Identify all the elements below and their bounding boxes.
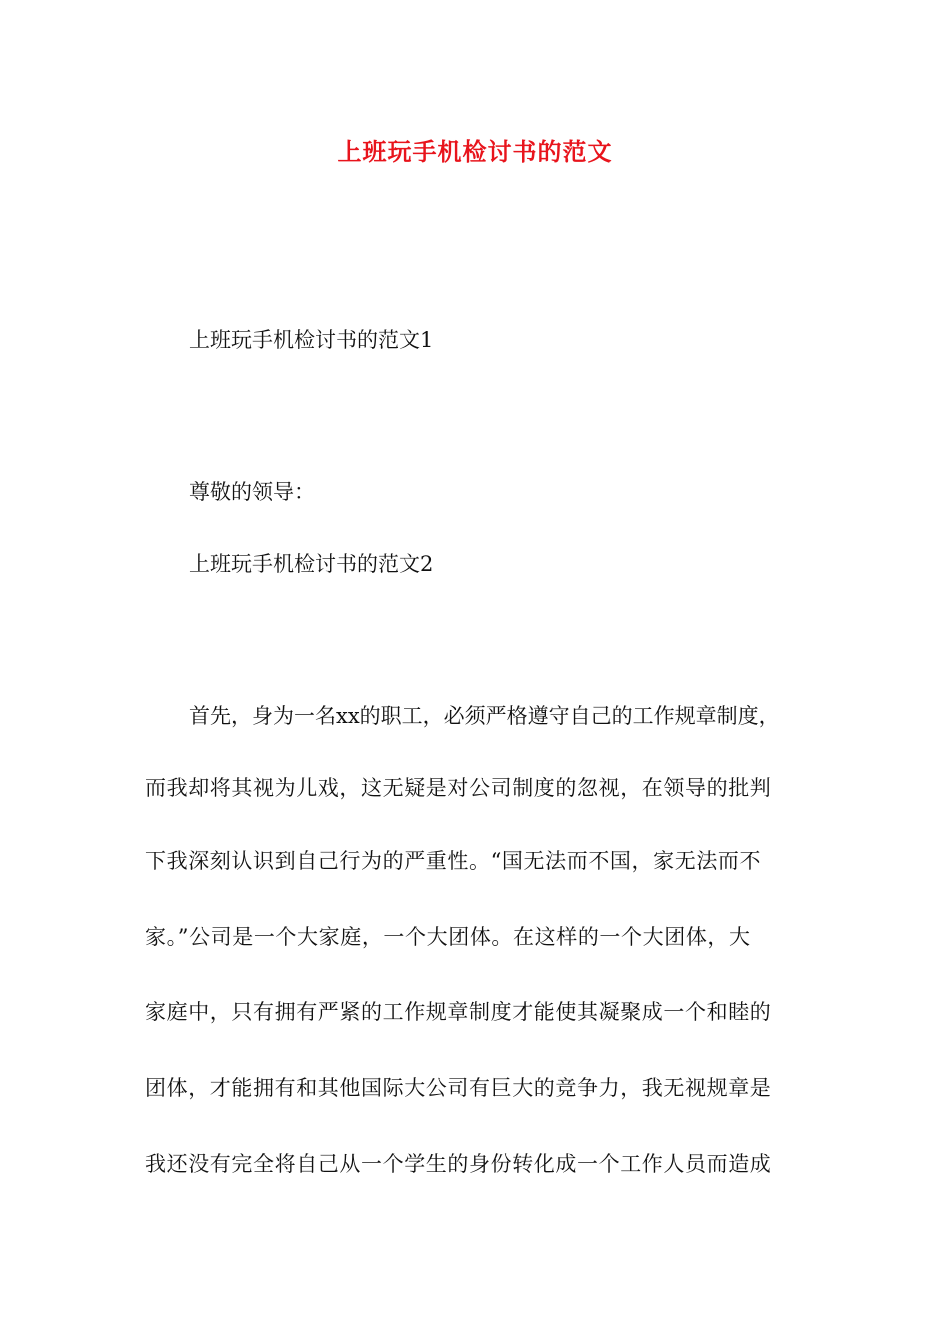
salutation: 尊敬的领导： [189,480,315,504]
paragraph-line: 而我却将其视为儿戏，这无疑是对公司制度的忽视，在领导的批判 [145,776,772,800]
paragraph-line: 团体，才能拥有和其他国际大公司有巨大的竞争力，我无视规章是 [145,1076,772,1100]
paragraph-line: 下我深刻认识到自己行为的严重性。“国无法而不国，家无法而不 [145,849,762,873]
document-title: 上班玩手机检讨书的范文 [337,137,613,166]
paragraph-line: 家庭中，只有拥有严紧的工作规章制度才能使其凝聚成一个和睦的 [145,1000,772,1024]
paragraph-line: 我还没有完全将自己从一个学生的身份转化成一个工作人员而造成 [145,1152,772,1176]
section-1-heading: 上班玩手机检讨书的范文1 [189,328,434,352]
section-2-heading: 上班玩手机检讨书的范文2 [189,552,434,576]
paragraph-line: 首先，身为一名xx的职工，必须严格遵守自己的工作规章制度， [189,704,780,728]
paragraph-line: 家。”公司是一个大家庭，一个大团体。在这样的一个大团体，大 [145,925,751,949]
